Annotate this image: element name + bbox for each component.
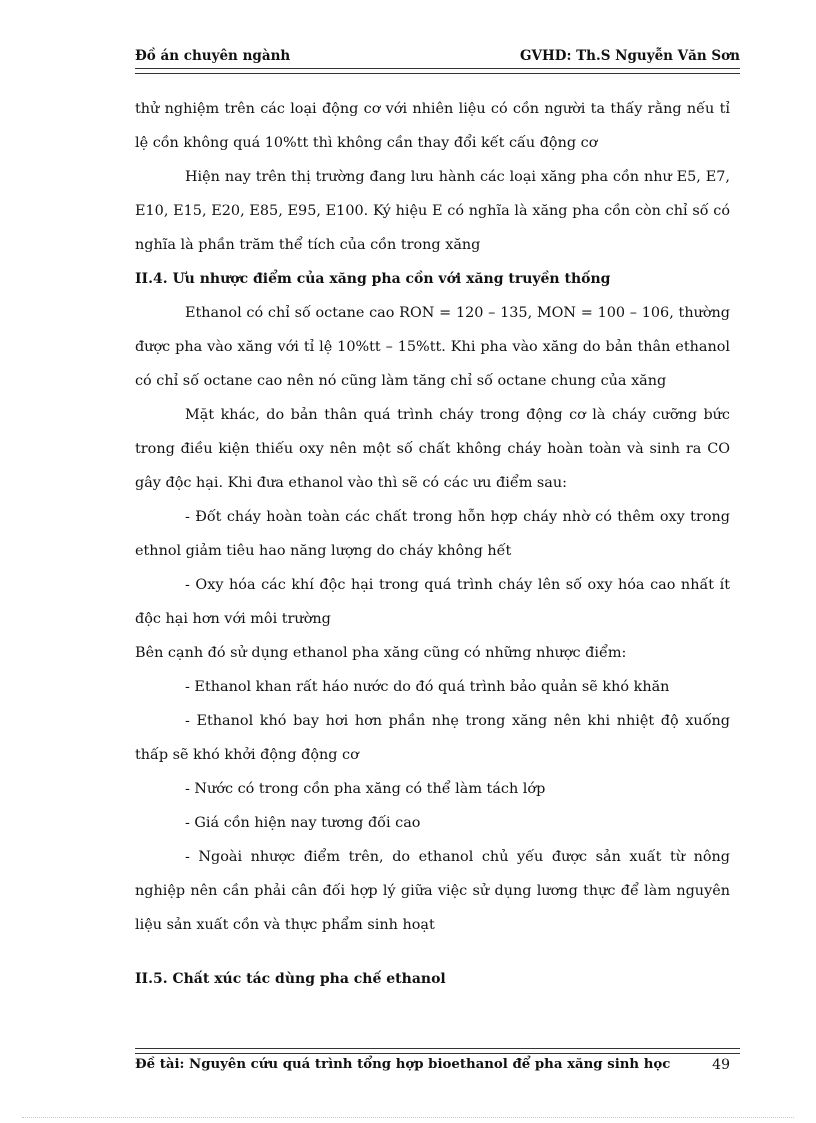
list-item-disadvantage-2: - Ethanol khó bay hơi hơn phần nhẹ trong xăng nên khi nhiệt độ xuống thấp sẽ khó khởi động động cơ (135, 713, 730, 763)
section-heading-ii4: II.4. Ưu nhược điểm của xăng pha cồn với xăng truyền thống (135, 271, 611, 287)
paragraph-1: thử nghiệm trên các loại động cơ với nhiên liệu có cồn người ta thấy rằng nếu tỉ lệ cồn không quá 10%tt thì không cần thay đổi kết cấu động cơ (135, 101, 730, 151)
list-item-disadvantage-3: - Nước có trong cồn pha xăng có thể làm tách lớp (185, 781, 546, 797)
paragraph-3: Ethanol có chỉ số octane cao RON = 120 – 135, MON = 100 – 106, thường được pha vào xăng với tỉ lệ 10%tt – 15%tt. Khi pha vào xăng do bản thân ethanol có chỉ số octane cao nên nó cũng làm tăng chỉ số octane chung của xăng (135, 305, 730, 389)
header-course-title: Đồ án chuyên ngành (135, 48, 291, 64)
page-bottom-edge (22, 1117, 794, 1118)
page-header (135, 48, 740, 68)
section-heading-ii5: II.5. Chất xúc tác dùng pha chế ethanol (135, 971, 446, 987)
list-item-advantage-1: - Đốt cháy hoàn toàn các chất trong hỗn hợp cháy nhờ có thêm oxy trong ethnol giảm tiêu hao năng lượng do cháy không hết (135, 509, 730, 559)
list-item-disadvantage-5: - Ngoài nhược điểm trên, do ethanol chủ yếu được sản xuất từ nông nghiệp nên cần phải cân đối hợp lý giữa việc sử dụng lương thực để làm nguyên liệu sản xuất cồn và thực phẩm sinh hoạt (135, 849, 730, 933)
page-number: 49 (712, 1057, 730, 1073)
header-divider (135, 68, 740, 74)
header-supervisor: GVHD: Th.S Nguyễn Văn Sơn (519, 48, 740, 64)
list-item-disadvantage-1: - Ethanol khan rất háo nước do đó quá trình bảo quản sẽ khó khăn (185, 679, 670, 695)
list-item-advantage-2: - Oxy hóa các khí độc hại trong quá trình cháy lên số oxy hóa cao nhất ít độc hại hơn với môi trường (135, 577, 730, 627)
footer-thesis-topic: Đề tài: Nguyên cứu quá trình tổng hợp bioethanol để pha xăng sinh học (135, 1057, 671, 1072)
footer-divider (135, 1048, 740, 1054)
paragraph-4: Mặt khác, do bản thân quá trình cháy trong động cơ là cháy cưỡng bức trong điều kiện thiếu oxy nên một số chất không cháy hoàn toàn và sinh ra CO gây độc hại. Khi đưa ethanol vào thì sẽ có các ưu điểm sau: (135, 407, 730, 491)
page-footer (135, 1057, 740, 1079)
page-body (135, 92, 730, 996)
paragraph-disadvantages-intro: Bên cạnh đó sử dụng ethanol pha xăng cũng có những nhược điểm: (135, 645, 627, 661)
list-item-disadvantage-4: - Giá cồn hiện nay tương đối cao (185, 815, 421, 831)
paragraph-2: Hiện nay trên thị trường đang lưu hành các loại xăng pha cồn như E5, E7, E10, E15, E20, E85, E95, E100. Ký hiệu E có nghĩa là xăng pha cồn còn chỉ số có nghĩa là phần trăm thể tích của cồn trong xăng (135, 169, 730, 253)
